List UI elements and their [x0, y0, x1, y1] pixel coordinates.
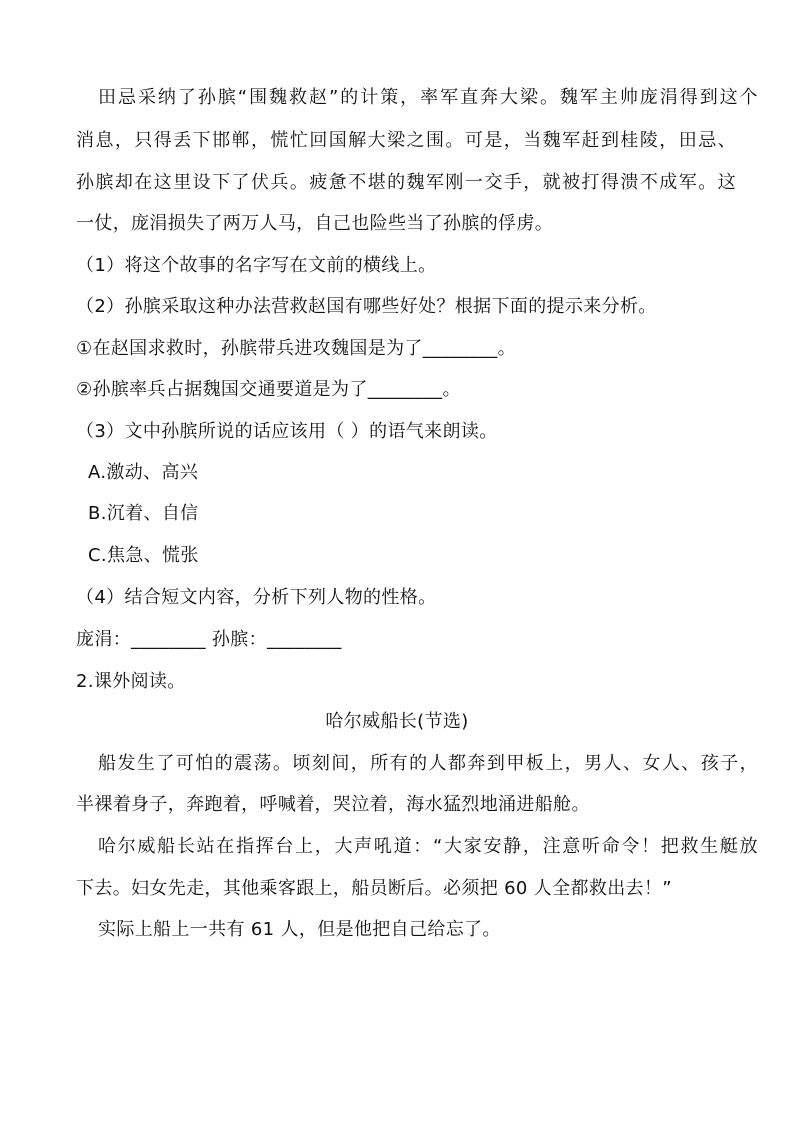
passage2-line-2: 半裸着身子，奔跑着，呼喊着，哭泣着，海水猛烈地涌进船舱。 — [76, 794, 590, 815]
question-1: （1）将这个故事的名字写在文前的横线上。 — [76, 255, 437, 276]
section-2-heading: 2.课外阅读。 — [76, 671, 186, 692]
passage1-line-3: 孙膑却在这里设下了伏兵。疲惫不堪的魏军刚一交手，就被打得溃不成军。这 — [76, 172, 736, 193]
question-3-option-c: C.焦急、慌张 — [88, 545, 199, 566]
passage1-line-4: 一仗，庞涓损失了两万人马，自己也险些当了孙膑的俘虏。 — [76, 213, 554, 234]
passage2-line-5: 实际上船上一共有 61 人，但是他把自己给忘了。 — [98, 919, 501, 940]
question-2-item-1: ①在赵国求救时，孙膑带兵进攻魏国是为了________。 — [76, 338, 516, 359]
passage1-line-1: 田忌采纳了孙膑“围魏救赵”的计策，率军直奔大梁。魏军主帅庞涓得到这个 — [98, 87, 758, 108]
question-3-option-b: B.沉着、自信 — [88, 503, 199, 524]
question-4: （4）结合短文内容，分析下列人物的性格。 — [76, 587, 437, 608]
question-2: （2）孙膑采取这种办法营救赵国有哪些好处？根据下面的提示来分析。 — [76, 296, 657, 317]
passage2-line-4: 下去。妇女先走，其他乘客跟上，船员断后。必须把 60 人全都救出去！” — [76, 878, 672, 899]
question-3-option-a: A.激动、高兴 — [88, 462, 199, 483]
passage2-line-1: 船发生了可怕的震荡。顷刻间，所有的人都奔到甲板上，男人、女人、孩子， — [98, 753, 758, 774]
question-3: （3）文中孙膑所说的话应该用（ ）的语气来朗读。 — [76, 421, 498, 442]
question-2-item-2: ②孙膑率兵占据魏国交通要道是为了________。 — [76, 379, 461, 400]
passage1-line-2: 消息，只得丢下邯郸，慌忙回国解大梁之围。可是，当魏军赶到桂陵，田忌、 — [76, 130, 736, 151]
passage2-line-3: 哈尔威船长站在指挥台上，大声吼道：“大家安静，注意听命令！把救生艇放 — [98, 836, 758, 857]
question-4-answer-line: 庞涓：________ 孙膑：________ — [76, 629, 342, 650]
section-2-title: 哈尔威船长(节选) — [325, 711, 469, 732]
